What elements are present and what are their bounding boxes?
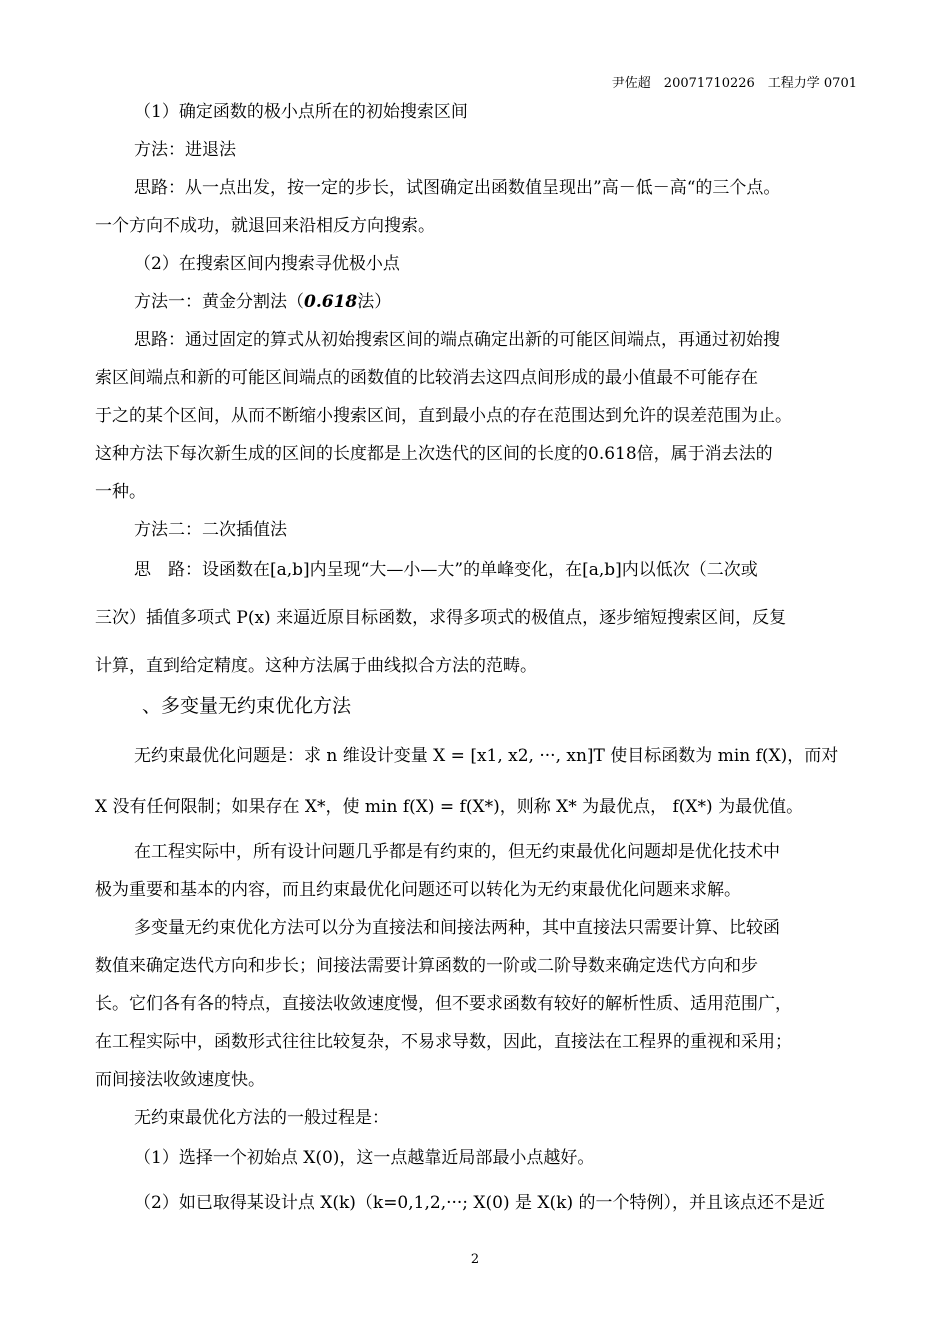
text-line: 无约束最优化方法的一般过程是：: [134, 1108, 389, 1128]
text-line: 多变量无约束优化方法可以分为直接法和间接法两种，其中直接法只需要计算、比较函: [134, 918, 780, 938]
page-number: 2: [470, 1252, 480, 1267]
text-line: 极为重要和基本的内容，而且约束最优化问题还可以转化为无约束最优化问题来求解。: [95, 880, 741, 900]
text-line: 数值来确定迭代方向和步长；间接法需要计算函数的一阶或二阶导数来确定迭代方向和步: [95, 956, 758, 976]
text-line: 方法：进退法: [134, 140, 236, 160]
text-line: 索区间端点和新的可能区间端点的函数值的比较消去这四点间形成的最小值最不可能存在: [95, 368, 758, 388]
text-line: 于之的某个区间，从而不断缩小搜索区间，直到最小点的存在范围达到允许的误差范围为止。: [95, 406, 792, 426]
text-line: 一个方向不成功，就退回来沿相反方向搜索。: [95, 216, 435, 236]
text-line: 长。它们各有各的特点，直接法收敛速度慢，但不要求函数有较好的解析性质、适用范围广，: [95, 994, 792, 1014]
text-line: 方法一：黄金分割法（0.618法）: [134, 292, 392, 312]
text-line: （2）在搜索区间内搜索寻优极小点: [134, 254, 400, 274]
text-line: （1）确定函数的极小点所在的初始搜索区间: [134, 102, 468, 122]
text-line: X 没有任何限制；如果存在 X*，使 min f(X) = f(X*)，则称 X* 为最优点， f(X*) 为最优值。: [95, 797, 804, 817]
text-line: 一种。: [95, 482, 146, 502]
text-line: 计算，直到给定精度。这种方法属于曲线拟合方法的范畴。: [95, 656, 537, 676]
text-line: 而间接法收敛速度快。: [95, 1070, 265, 1090]
page-header: 尹佐超 20071710226 工程力学 0701: [611, 76, 857, 91]
text-line: 无约束最优化问题是：求 n 维设计变量 X = [x1, x2, ···, xn]T 使目标函数为 min f(X)，而对: [134, 746, 839, 766]
text-line: 这种方法下每次新生成的区间的长度都是上次迭代的区间的长度的0.618倍，属于消去法的: [95, 444, 773, 464]
section-heading: 、多变量无约束优化方法: [142, 695, 352, 717]
text-line: 三次）插值多项式 P(x) 来逼近原目标函数，求得多项式的极值点，逐步缩短搜索区间，反复: [95, 608, 787, 628]
text-line: 思路：通过固定的算式从初始搜索区间的端点确定出新的可能区间端点，再通过初始搜: [134, 330, 780, 350]
text-line: 方法二：二次插值法: [134, 520, 287, 540]
text-line: 在工程实际中，函数形式往往比较复杂，不易求导数，因此，直接法在工程界的重视和采用；: [95, 1032, 792, 1052]
text-line: 在工程实际中，所有设计问题几乎都是有约束的，但无约束最优化问题却是优化技术中: [134, 842, 780, 862]
text-line: 思 路：设函数在[a,b]内呈现“大—小—大”的单峰变化，在[a,b]内以低次（二次或: [134, 560, 758, 580]
text-line: （1）选择一个初始点 X(0)，这一点越靠近局部最小点越好。: [134, 1148, 595, 1168]
text-line: 思路：从一点出发，按一定的步长，试图确定出函数值呈现出”高－低－高“的三个点。: [134, 178, 781, 198]
text-line: （2）如已取得某设计点 X(k)（k=0,1,2,···; X(0) 是 X(k) 的一个特例），并且该点还不是近: [134, 1193, 825, 1213]
